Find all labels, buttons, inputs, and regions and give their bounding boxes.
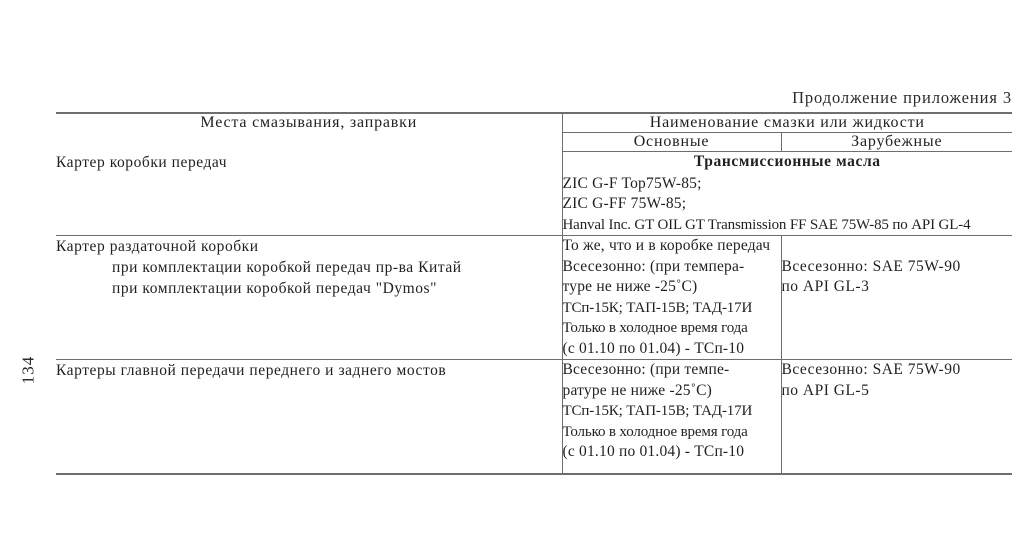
- domestic-line: (с 01.10 по 01.04) - ТСп-10: [562, 339, 745, 357]
- row-domestic-cell: [562, 152, 1012, 236]
- page-number-text: 134: [18, 355, 37, 385]
- bottom-rule-right: [781, 463, 1012, 474]
- lubrication-table: [56, 112, 1012, 475]
- row-domestic-cell: [562, 360, 781, 463]
- place-sub-label: при комплектации коробкой передач пр-ва Китай: [112, 259, 462, 276]
- table-row: [56, 360, 1012, 463]
- table-header-row-group: [56, 113, 1012, 133]
- domestic-line: То же, что и в коробке передач: [562, 237, 771, 254]
- domestic-line: туре не ниже -25˚С): [562, 278, 698, 295]
- table-bottom-rule-row: [56, 463, 1012, 474]
- row-place-cell: [56, 360, 562, 463]
- bottom-rule-mid: [562, 463, 781, 474]
- row-place-cell: [56, 236, 562, 360]
- domestic-line: (с 01.10 по 01.04) - ТСп-10: [562, 443, 745, 460]
- section-title: Трансмиссионные масла: [693, 153, 881, 170]
- domestic-line: ZIC G-F Top75W-85;: [562, 174, 702, 192]
- domestic-line: Всесезонно: (при темпера-: [562, 257, 745, 275]
- bottom-rule-left: [56, 463, 562, 474]
- continuation-caption: Продолжение приложения 3: [792, 88, 1012, 107]
- row-domestic-cell: [562, 236, 781, 360]
- page-number: [8, 330, 48, 410]
- row-foreign-cell: [781, 236, 1012, 360]
- domestic-line: Только в холодное время года: [562, 423, 748, 440]
- foreign-line: по API GL-5: [781, 381, 870, 399]
- domestic-line: ТСп-15К; ТАП-15В; ТАД-17И: [562, 299, 753, 316]
- domestic-line: ратуре не ниже -25˚С): [562, 381, 712, 399]
- table-row: [56, 152, 1012, 236]
- place-label: Картер коробки передач: [56, 153, 228, 171]
- domestic-line: Hanval Inc. GT OIL GT Transmission FF SAE 75W-85 по API GL-4: [562, 216, 971, 233]
- header-places: Места смазывания, заправки: [56, 113, 562, 152]
- row-foreign-cell: [781, 360, 1012, 463]
- foreign-spacer: [782, 236, 1013, 257]
- domestic-line: Только в холодное время года: [562, 320, 748, 336]
- foreign-line: Всесезонно: SAE 75W-90: [781, 361, 961, 378]
- foreign-line: Всесезонно: SAE 75W-90: [781, 257, 961, 275]
- place-sub-label: при комплектации коробкой передач "Dymos": [112, 280, 438, 297]
- place-label: Картер раздаточной коробки: [56, 238, 259, 255]
- domestic-line: ТСп-15К; ТАП-15В; ТАД-17И: [562, 403, 753, 419]
- header-name-group: Наименование смазки или жидкости: [562, 113, 1012, 133]
- domestic-line: ZIC G-FF 75W-85;: [562, 195, 687, 212]
- header-foreign: Зарубежные: [781, 133, 1012, 152]
- place-label: Картеры главной передачи переднего и заднего мостов: [56, 362, 447, 379]
- foreign-line: по API GL-3: [781, 278, 870, 295]
- row-place-cell: [56, 152, 562, 236]
- header-domestic: Основные: [562, 133, 781, 152]
- domestic-line: Всесезонно: (при темпе-: [562, 361, 730, 378]
- table-row: [56, 236, 1012, 360]
